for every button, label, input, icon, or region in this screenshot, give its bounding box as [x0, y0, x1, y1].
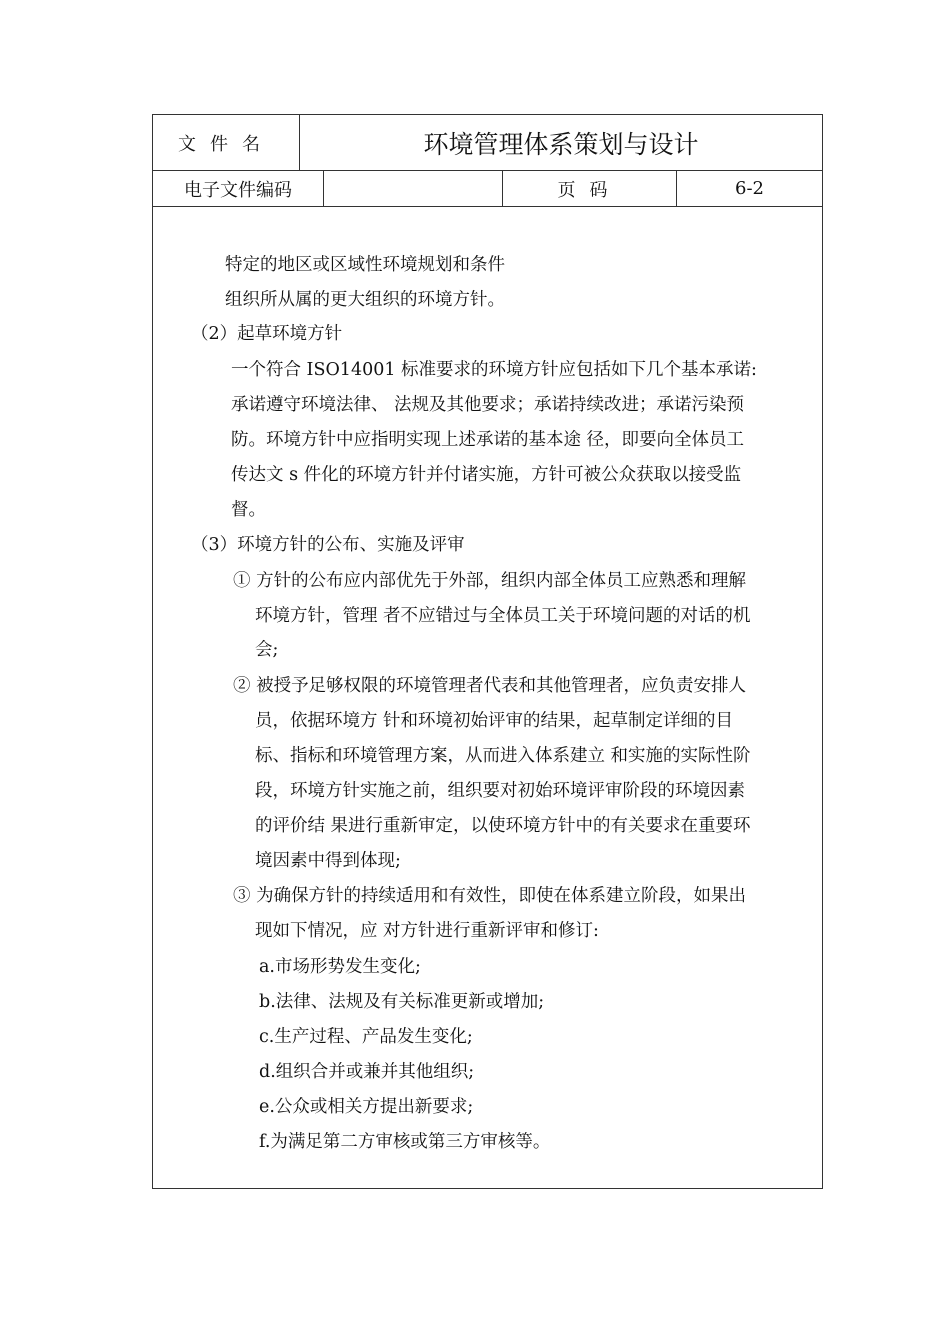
content-line: 标、指标和环境管理方案，从而进入体系建立 和实施的实际性阶 — [255, 746, 751, 766]
content-line: 传达文 s 件化的环境方针并付诸实施，方针可被公众获取以接受监 — [231, 465, 742, 485]
content-line: 员，依据环境方 针和环境初始评审的结果，起草制定详细的目 — [255, 711, 734, 731]
content-line: 一个符合 ISO14001 标准要求的环境方针应包括如下几个基本承诺: — [231, 360, 757, 380]
content-line: 境因素中得到体现; — [255, 851, 401, 871]
content-line: 组织所从属的更大组织的环境方针。 — [225, 290, 505, 310]
section-heading: （3）环境方针的公布、实施及评审 — [191, 535, 465, 555]
content-line: 督。 — [231, 500, 266, 520]
list-item: ③ 为确保方针的持续适用和有效性，即使在体系建立阶段，如果出 — [233, 886, 747, 906]
sub-list-item: a.市场形势发生变化; — [259, 957, 421, 977]
document-title: 环境管理体系策划与设计 — [423, 129, 699, 159]
content-line: 段，环境方针实施之前，组织要对初始环境评审阶段的环境因素 — [255, 781, 745, 801]
page-label: 页码 — [557, 179, 622, 201]
e-code-label: 电子文件编码 — [184, 179, 292, 201]
page-number: 6-2 — [735, 178, 764, 199]
content-line: 防。环境方针中应指明实现上述承诺的基本途 径，即要向全体员工 — [231, 430, 745, 450]
content-line: 的评价结 果进行重新审定，以使环境方针中的有关要求在重要环 — [255, 816, 751, 836]
e-code-value — [324, 171, 502, 206]
sub-list-item: c.生产过程、产品发生变化; — [259, 1027, 473, 1047]
document-frame — [152, 114, 823, 1189]
list-item: ① 方针的公布应内部优先于外部，组织内部全体员工应熟悉和理解 — [233, 571, 747, 591]
content-line: 现如下情况，应 对方针进行重新评审和修订: — [255, 921, 599, 941]
sub-list-item: d.组织合并或兼并其他组织; — [259, 1062, 475, 1082]
list-item: ② 被授予足够权限的环境管理者代表和其他管理者，应负责安排人 — [233, 676, 747, 696]
content-line: 环境方针，管理 者不应错过与全体员工关于环境问题的对话的机 — [255, 606, 751, 626]
section-heading: （2）起草环境方针 — [191, 324, 343, 344]
content-line: 会; — [255, 640, 279, 660]
sub-list-item: e.公众或相关方提出新要求; — [259, 1097, 474, 1117]
header-bottom-divider — [153, 206, 822, 207]
file-name-label: 文件名 — [178, 133, 274, 155]
sub-list-item: b.法律、法规及有关标准更新或增加; — [259, 992, 545, 1012]
content-line: 承诺遵守环境法律、 法规及其他要求；承诺持续改进；承诺污染预 — [231, 395, 745, 415]
content-line: 特定的地区或区域性环境规划和条件 — [225, 255, 505, 275]
sub-list-item: f.为满足第二方审核或第三方审核等。 — [259, 1132, 551, 1152]
